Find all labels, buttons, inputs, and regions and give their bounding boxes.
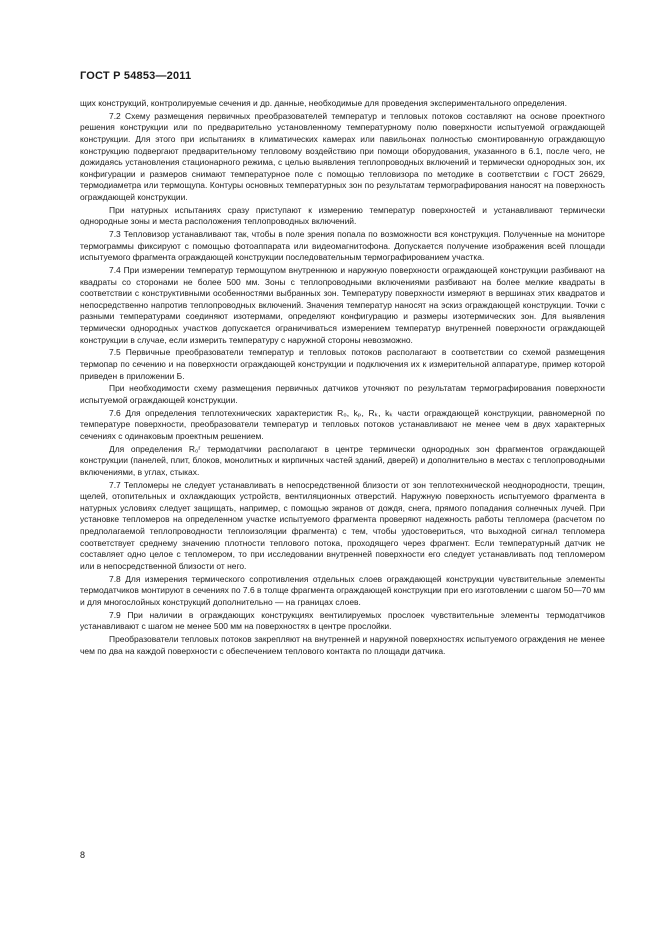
paragraph: При необходимости схему размещения первичных датчиков уточняют по результатам термографирования поверхности испытуемой ограждающей конструкции. [80, 383, 605, 405]
paragraph: щих конструкций, контролируемые сечения и др. данные, необходимые для проведения экспериментального определения. [80, 98, 567, 108]
paragraph: Преобразователи тепловых потоков закрепляют на внутренней и наружной поверхностях испытуемого ограждения не менее чем по два на каждой поверхности с обеспечением теплового контакта по площади датчика. [80, 633, 605, 656]
paragraph: 7.6 Для определения теплотехнических характеристик R₀, kₚ, Rₖ, kₖ части ограждающей конструкции, равномерной по температуре поверхности, преобразователи температур и тепловых потоков устанавливают не менее чем в двух характерных сечениях с одинаковым проектным решением. [80, 407, 605, 441]
document-header: ГОСТ Р 54853—2011 [80, 70, 192, 82]
paragraph: 7.3 Тепловизор устанавливают так, чтобы в поле зрения попала по возможности вся конструкция. Полученные на мониторе термограммы фиксируют с помощью фотоаппарата или видеомагнитофона. Допускается получение изображения всей площади испытуемого фрагмента ограждающей конструкции последовательным термографированием участка. [80, 229, 605, 263]
paragraph: Для определения R₀ʳ термодатчики располагают в центре термически однородных зон фрагментов ограждающей конструкции (панелей, плит, блоков, монолитных и кирпичных частей зданий, дверей) и дополнительно в местах с теплопроводными включениями, в углах, стыках. [80, 443, 605, 477]
paragraph: 7.4 При измерении температур термощупом внутреннюю и наружную поверхности ограждающей конструкции разбивают на квадраты со сторонами не более 500 мм. Зоны с теплопроводными включениями разбивают на более мелкие квадраты в соответствии с конструктивными особенностями выбранных зон. Температуру поверхности измеряют в вершинах этих квадратов и непосредственно напротив теплопроводных включений. Значения температур наносят на эскиз ограждающей конструкции. Точки с разными температурами соединяют изотермами, определяют конфигурацию и размеры изотермических зон. Для выявления термически однородных участков допускается ограничиваться измерением температур внутренней поверхности ограждающей конструкции в случае, если измерить температуру с наружной стороны невозможно. [80, 265, 605, 345]
document-body [80, 98, 605, 658]
page-number: 8 [80, 850, 86, 860]
paragraph: 7.8 Для измерения термического сопротивления отдельных слоев ограждающей конструкции чувствительные элементы термодатчиков монтируют в сечениях по 7.6 в толще фрагмента ограждающей конструкции при его изготовлении с шагом 50—70 мм и для многослойных конструкций дополнительно — на границах слоев. [80, 573, 605, 607]
paragraph: 7.9 При наличии в ограждающих конструкциях вентилируемых прослоек чувствительные элементы термодатчиков устанавливают с шагом не менее 500 мм на поверхностях в центре прослойки. [80, 609, 605, 632]
paragraph: При натурных испытаниях сразу приступают к измерению температур поверхностей и устанавливают термически однородные зоны и места расположения теплопроводных включений. [80, 204, 605, 227]
paragraph: 7.7 Тепломеры не следует устанавливать в непосредственной близости от зон теплотехнической неоднородности, трещин, щелей, отопительных и охлаждающих устройств, вентиляционных отверстий. Наружную поверхность испытуемого фрагмента в натурных условиях следует защищать, например, с помощью экранов от дождя, снега, прямого попадания солнечных лучей. При установке тепломеров на определенном участке испытуемого фрагмента проверяют надежность работы тепломера (расчетом по предполагаемой теплопроводности теплоизоляции фрагмента) с тем, чтобы удостовериться, что выходной сигнал тепломера соответствует среднему значению плотности теплового потока, проходящего через фрагмент. Если температурный датчик не составляет одно целое с тепломером, то при исследовании внутренней поверхности его следует устанавливать под тепломером или в непосредственной близости от него. [80, 479, 605, 571]
paragraph: 7.2 Схему размещения первичных преобразователей температур и тепловых потоков составляют на основе проектного решения конструкции или по предварительно установленному температурному полю поверхности испытуемой ограждающей конструкции. Для этого при испытаниях в климатических камерах или павильонах полностью смонтированную ограждающую конструкцию подвергают предварительному тепловому воздействию при помощи оборудования, указанного в 6.1, после чего, не дожидаясь установления стационарного режима, с целью выявления теплопроводных включений и термически однородных зон, их конфигурации и размеров снимают температурное поле с помощью тепловизора по методике в соответствии с ГОСТ 26629, термодиаметра или термощупа. Контуры основных температурных зон по результатам термографирования наносят на поверхность ограждающей конструкции. [80, 110, 605, 202]
paragraph: 7.5 Первичные преобразователи температур и тепловых потоков располагают в соответствии со схемой размещения термопар по сечению и на поверхности ограждающей конструкции и подключения их к измерительной аппаратуре, пример которой приведен в приложении Б. [80, 347, 605, 381]
